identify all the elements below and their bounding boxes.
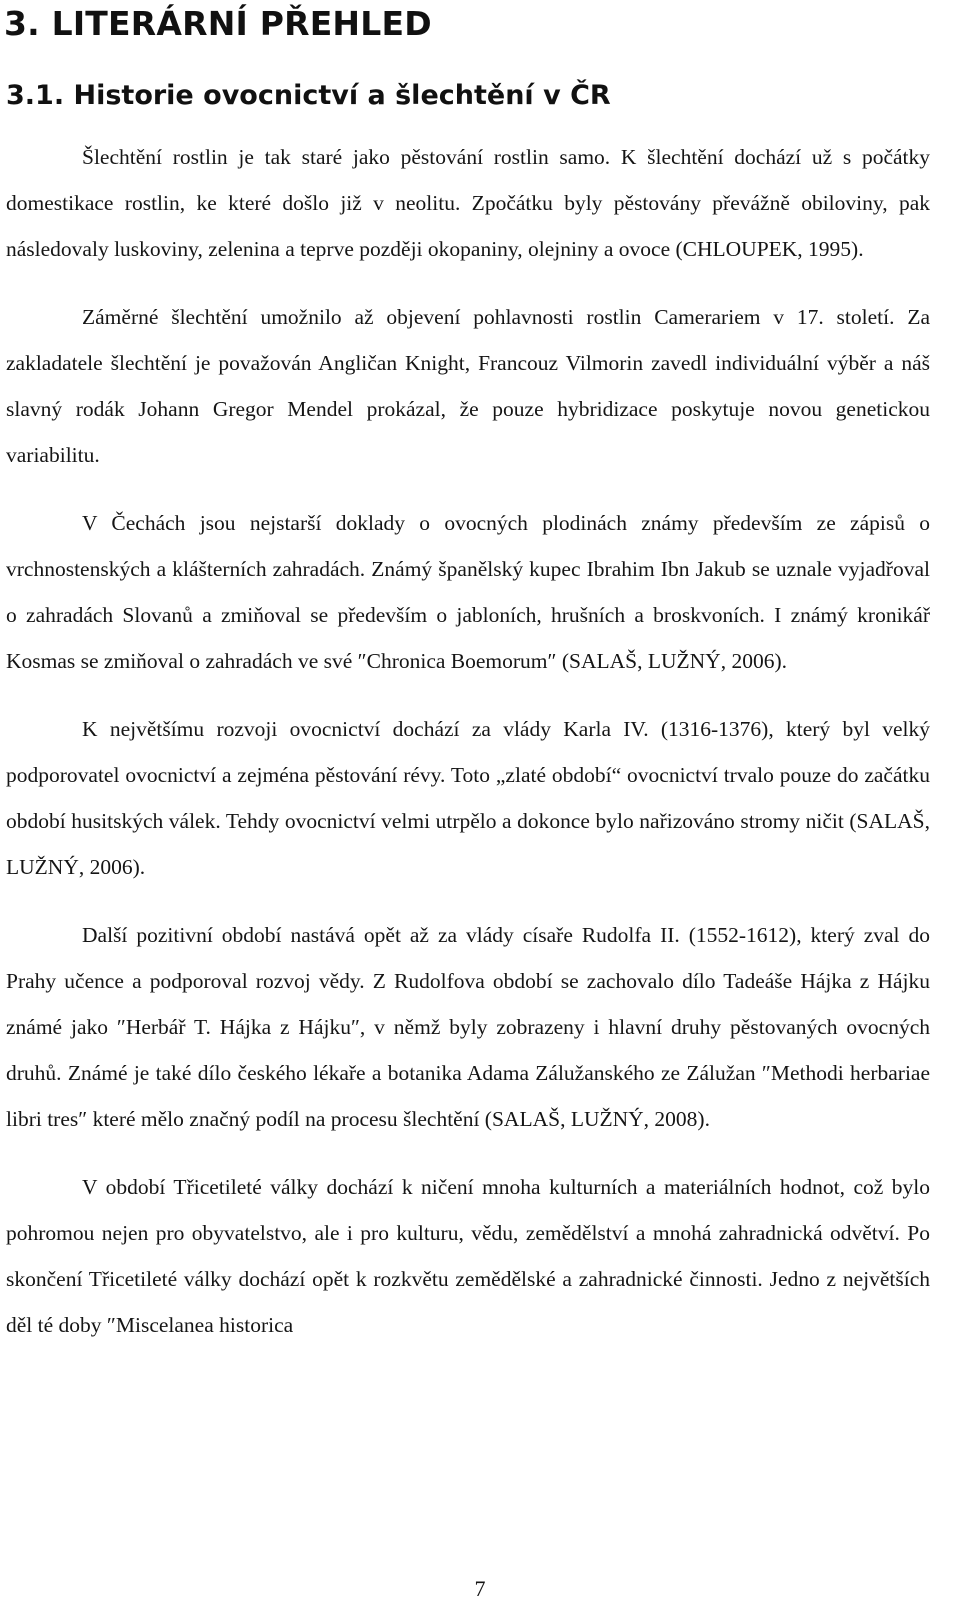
section-heading: 3.1. Historie ovocnictví a šlechtění v ČR (6, 80, 611, 111)
paragraph: V období Třicetileté války dochází k ničení mnoha kulturních a materiálních hodnot, což bylo pohromou nejen pro obyvatelstvo, ale i pro kulturu, vědu, zemědělství a mnohá zahradnická odvětví. Po skončení Třicetileté války dochází opět k rozkvětu zemědělské a zahradnické činnosti. Jedno z největších děl té doby ″Miscelanea historica (6, 1175, 930, 1337)
page-number: 7 (474, 1576, 486, 1601)
body-text (6, 134, 930, 1370)
paragraph: V Čechách jsou nejstarší doklady o ovocných plodinách známy především ze zápisů o vrchnostenských a klášterních zahradách. Známý španělský kupec Ibrahim Ibn Jakub se uznale vyjadřoval o zahradách Slovanů a zmiňoval se především o jabloních, hrušních a broskvoních. I známý kronikář Kosmas se zmiňoval o zahradách ve své ″Chronica Boemorum″ (SALAŠ, LUŽNÝ, 2006). (6, 511, 930, 673)
chapter-heading: 3. LITERÁRNÍ PŘEHLED (4, 4, 432, 43)
paragraph: Záměrné šlechtění umožnilo až objevení pohlavnosti rostlin Camerariem v 17. století. Za zakladatele šlechtění je považován Angličan Knight, Francouz Vilmorin zavedl individuální výběr a náš slavný rodák Johann Gregor Mendel prokázal, že pouze hybridizace poskytuje novou genetickou variabilitu. (6, 305, 930, 467)
paragraph: Šlechtění rostlin je tak staré jako pěstování rostlin samo. K šlechtění dochází už s počátky domestikace rostlin, ke které došlo již v neolitu. Zpočátku byly pěstovány převážně obiloviny, pak následovaly luskoviny, zelenina a teprve později okopaniny, olejniny a ovoce (CHLOUPEK, 1995). (6, 145, 930, 261)
paragraph: Další pozitivní období nastává opět až za vlády císaře Rudolfa II. (1552-1612), který zval do Prahy učence a podporoval rozvoj vědy. Z Rudolfova období se zachovalo dílo Tadeáše Hájka z Hájku známé jako ″Herbář T. Hájka z Hájku″, v němž byly zobrazeny i hlavní druhy pěstovaných ovocných druhů. Známé je také dílo českého lékaře a botanika Adama Zálužanského ze Zálužan ″Methodi herbariae libri tres″ které mělo značný podíl na procesu šlechtění (SALAŠ, LUŽNÝ, 2008). (6, 923, 930, 1131)
paragraph: K největšímu rozvoji ovocnictví dochází za vlády Karla IV. (1316-1376), který byl velký podporovatel ovocnictví a zejména pěstování révy. Toto „zlaté období“ ovocnictví trvalo pouze do začátku období husitských válek. Tehdy ovocnictví velmi utrpělo a dokonce bylo nařizováno stromy ničit (SALAŠ, LUŽNÝ, 2006). (6, 717, 930, 879)
